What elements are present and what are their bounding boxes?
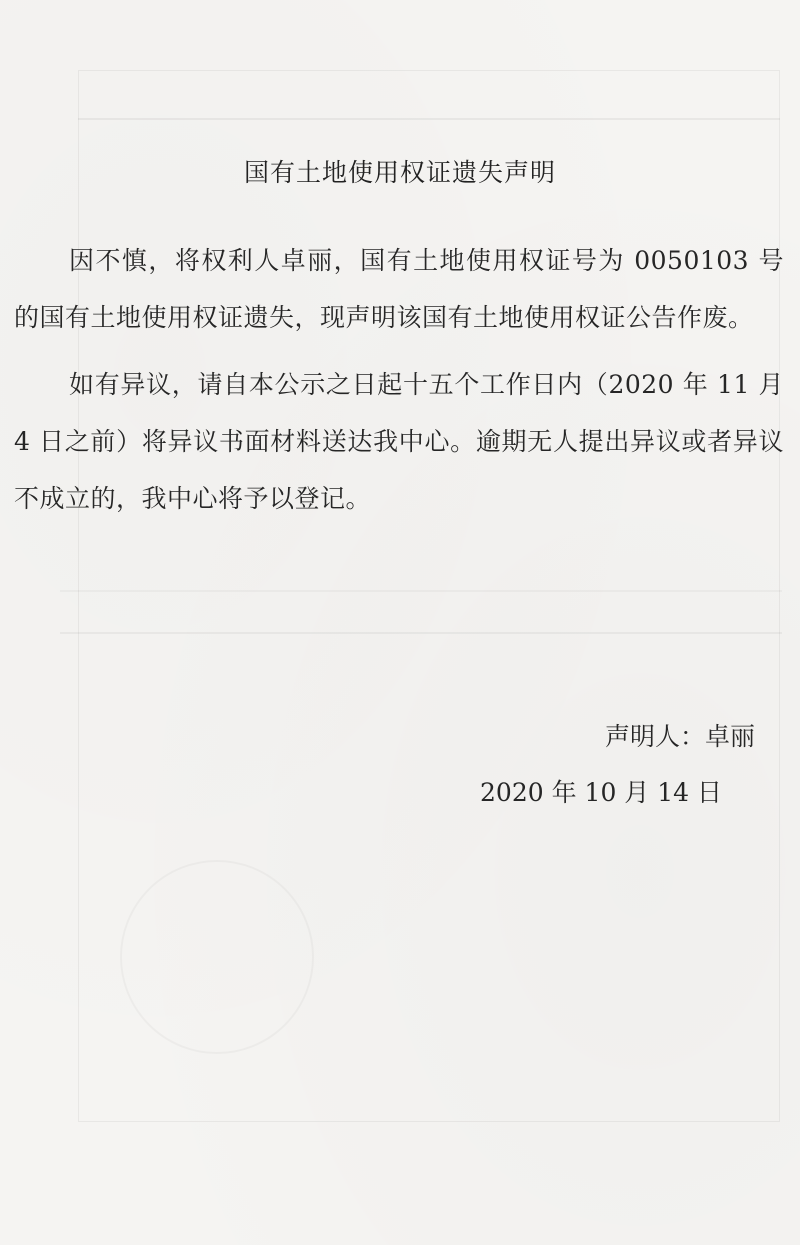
paragraph-objection-notice: 如有异议，请自本公示之日起十五个工作日内（2020 年 11 月 4 日之前）将异议书面材料送达我中心。逾期无人提出异议或者异议不成立的，我中心将予以登记。 [14,370,784,513]
bleed-through-line [78,118,780,120]
bleed-through-line [60,632,782,634]
paragraph-loss-statement: 因不慎，将权利人卓丽，国有土地使用权证号为 0050103 号的国有土地使用权证遗失，现声明该国有土地使用权证公告作废。 [14,246,784,332]
bleed-through-stamp [120,860,314,1054]
document-title: 国有土地使用权证遗失声明 [243,158,556,187]
document-body [14,232,784,537]
date-line: 2020 年 10 月 14 日 [480,778,722,807]
bleed-through-line [60,590,782,592]
signer-line: 声明人：卓丽 [604,722,755,751]
